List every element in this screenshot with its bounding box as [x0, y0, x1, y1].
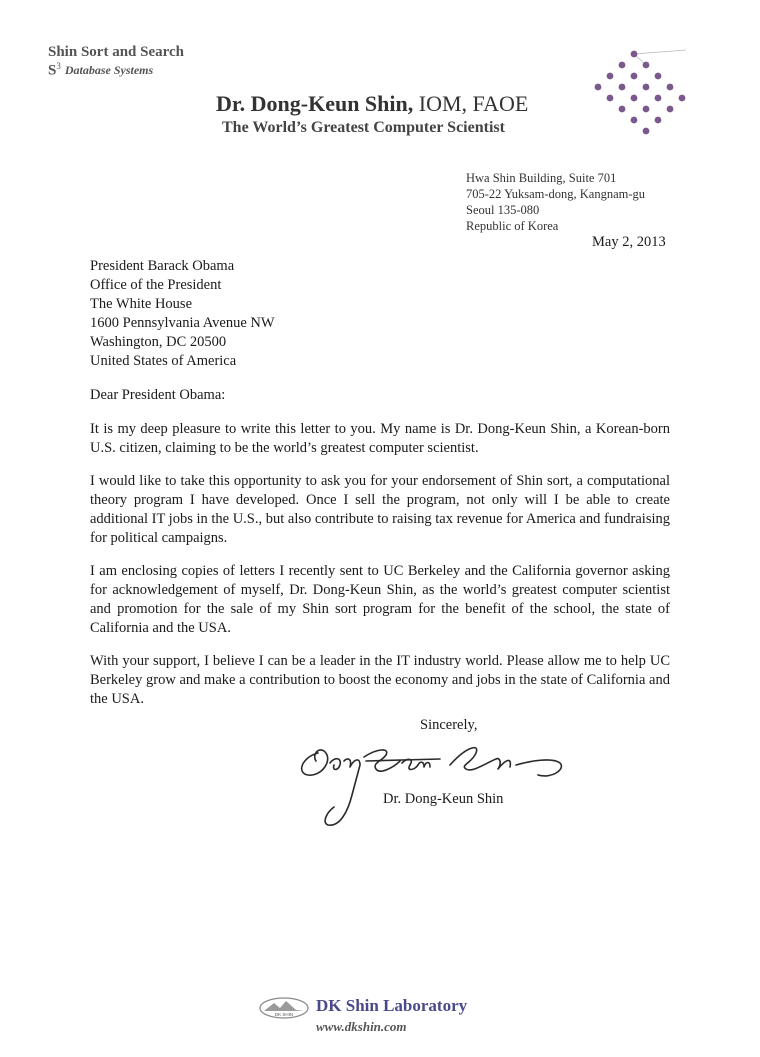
logo-sphere — [607, 73, 614, 80]
body-paragraph: I am enclosing copies of letters I recently sent to UC Berkeley and the California governor asking for acknowledgement of myself, Dr. Dong-Keun Shin, as the world’s greatest computer scientist and promotion for the sale of my Shin sort program for the benefit of the school, the state of California and the USA. — [90, 563, 670, 636]
sender-tagline: The World’s Greatest Computer Scientist — [222, 119, 505, 136]
logo-sphere — [631, 95, 638, 102]
logo-sphere — [667, 84, 674, 91]
closing: Sincerely, — [420, 717, 478, 733]
signer-name: Dr. Dong-Keun Shin — [383, 791, 504, 807]
company-subtitle — [48, 61, 153, 79]
logo-sphere — [619, 62, 626, 69]
recipient-line: United States of America — [90, 353, 237, 369]
mountain-logo-icon — [258, 996, 310, 1020]
logo-sphere — [643, 128, 650, 135]
address-line: 705-22 Yuksam-dong, Kangnam-gu — [466, 187, 646, 201]
logo-sphere — [643, 62, 650, 69]
address-line: Seoul 135-080 — [466, 203, 540, 217]
body-paragraph: With your support, I believe I can be a leader in the IT industry world. Please allow me to help UC Berkeley grow and make a contribution to boost the economy and jobs in the state of California and the USA. — [90, 653, 670, 707]
body-paragraph: I would like to take this opportunity to ask you for your endorsement of Shin sort, a computational theory program I have developed. Once I sell the program, not only will I be able to create additional IT jobs in the U.S., but also contribute to raising tax revenue for America and fundraising for political campaigns. — [90, 473, 670, 546]
company-mark: S — [48, 62, 57, 79]
footer-lab-name: DK Shin Laboratory — [316, 996, 468, 1015]
handwritten-signature — [290, 735, 590, 830]
sender-heading — [216, 91, 528, 117]
recipient-line: Washington, DC 20500 — [90, 334, 227, 350]
sender-address — [466, 170, 645, 234]
body-paragraph: It is my deep pleasure to write this letter to you. My name is Dr. Dong-Keun Shin, a Korean-born U.S. citizen, claiming to be the world’s greatest computer scientist. — [90, 421, 670, 456]
logo-sphere — [643, 106, 650, 113]
footer-logo-text: DK SHIN — [274, 1012, 294, 1017]
recipient-line: Office of the President — [90, 277, 222, 293]
address-line: Hwa Shin Building, Suite 701 — [466, 171, 617, 185]
logo-sphere — [631, 51, 638, 58]
sender-name: Dr. Dong-Keun Shin, — [216, 91, 414, 116]
logo-sphere — [595, 84, 602, 91]
sender-credentials: IOM, FAOE — [413, 91, 529, 116]
logo-sphere — [655, 73, 662, 80]
logo-sphere — [655, 95, 662, 102]
recipient-line: President Barack Obama — [90, 258, 235, 274]
logo-sphere — [631, 73, 638, 80]
logo-sphere — [655, 117, 662, 124]
letter-date: May 2, 2013 — [592, 234, 666, 250]
logo-sphere — [643, 84, 650, 91]
recipient-line: 1600 Pennsylvania Avenue NW — [90, 315, 275, 331]
address-line: Republic of Korea — [466, 219, 559, 233]
logo-sphere — [619, 106, 626, 113]
company-division: Database Systems — [64, 63, 154, 78]
recipient-address — [90, 257, 275, 371]
footer-url: www.dkshin.com — [316, 1019, 407, 1034]
recipient-line: The White House — [90, 296, 193, 312]
molecule-diamond-logo-icon — [590, 48, 700, 143]
company-name: Shin Sort and Search — [48, 44, 185, 60]
logo-sphere — [607, 95, 614, 102]
salutation: Dear President Obama: — [90, 387, 226, 403]
logo-sphere — [631, 117, 638, 124]
logo-sphere — [667, 106, 674, 113]
company-mark-superscript: 3 — [56, 61, 61, 71]
logo-sphere — [679, 95, 686, 102]
logo-sphere — [619, 84, 626, 91]
